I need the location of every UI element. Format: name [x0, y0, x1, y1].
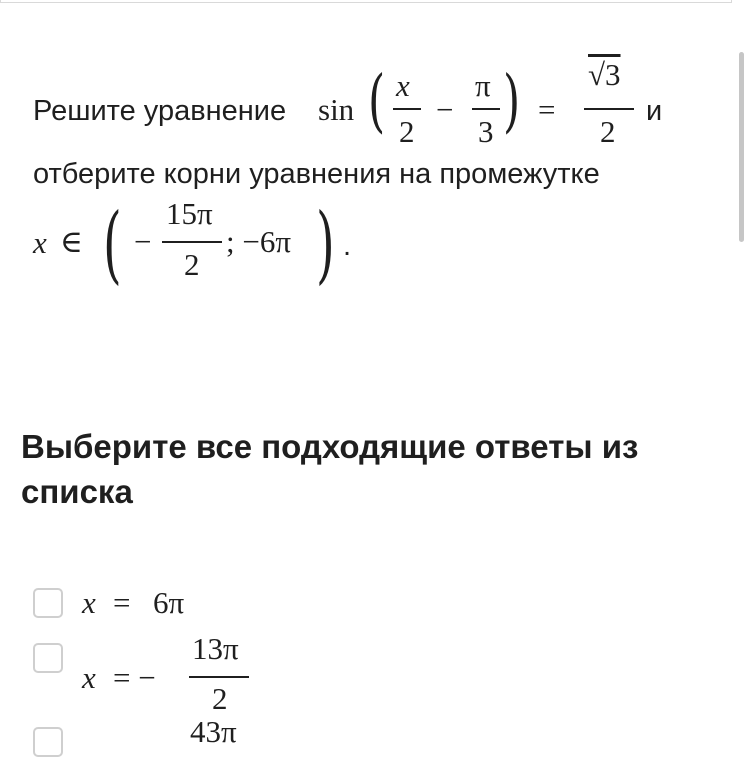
sqrt3-denominator: 2 — [600, 114, 616, 149]
fraction-x-denominator: 2 — [399, 114, 415, 149]
interval-left-paren: ( — [103, 196, 122, 294]
fraction-bar — [393, 108, 421, 110]
answer-checkbox[interactable] — [33, 727, 63, 757]
interval-right-bound: ; −6π — [226, 224, 291, 259]
fraction-bar — [584, 108, 634, 110]
right-paren: ) — [503, 62, 521, 142]
scrollbar[interactable] — [739, 52, 744, 242]
problem-line2: отберите корни уравнения на промежутке — [33, 158, 600, 190]
answer-variable: x — [82, 660, 96, 695]
answer-variable: x — [82, 585, 96, 620]
interval-numerator: 15π — [166, 196, 213, 231]
sqrt3-numerator: √3 — [588, 57, 621, 92]
answer-denominator: 2 — [212, 681, 228, 716]
interval-denominator: 2 — [184, 247, 200, 282]
answer-numerator: 13π — [192, 631, 239, 666]
fraction-bar — [162, 241, 222, 243]
sin-function: sin — [318, 92, 355, 127]
problem-text-solve: Решите уравнение — [33, 95, 287, 127]
answer-equals: = − — [113, 660, 156, 695]
question-heading: Выберите все подходящие ответы из списка — [21, 428, 639, 510]
answer-checkbox[interactable] — [33, 643, 63, 673]
fraction-x-numerator: x — [396, 68, 410, 103]
answer-numerator: 43π — [190, 714, 237, 749]
fraction-bar — [472, 108, 500, 110]
period: . — [343, 230, 352, 262]
interval-variable: x — [33, 225, 47, 260]
interval-right-paren: ) — [316, 196, 335, 294]
element-of-sign: ∈ — [60, 224, 83, 259]
left-paren: ( — [368, 62, 386, 142]
answer-equals: = — [113, 585, 131, 620]
and-word: и — [646, 95, 663, 127]
minus-sign: − — [436, 92, 454, 127]
card-top-border — [0, 0, 732, 3]
equals-sign: = — [538, 92, 556, 127]
answer-value: 6π — [153, 585, 185, 620]
fraction-pi-denominator: 3 — [478, 114, 494, 149]
interval-minus: − — [134, 224, 152, 259]
fraction-pi-numerator: π — [475, 68, 491, 103]
fraction-bar — [189, 676, 249, 678]
answer-checkbox[interactable] — [33, 588, 63, 618]
